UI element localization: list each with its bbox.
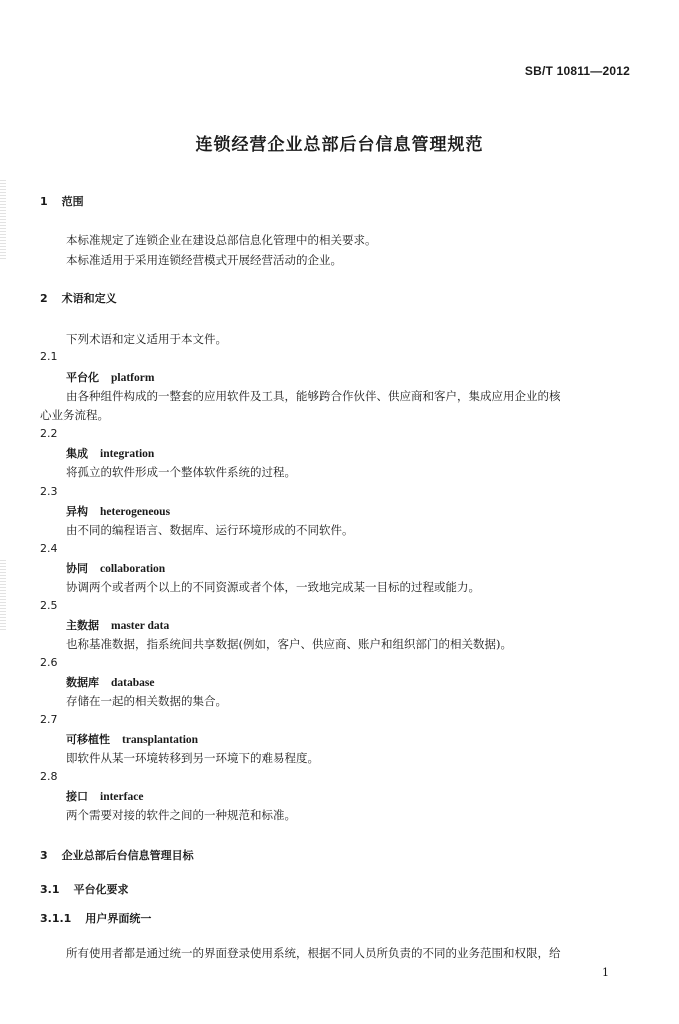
term-chinese: 数据库 — [66, 676, 99, 689]
scan-artifact-mid — [0, 560, 6, 630]
section-number: 3 — [40, 849, 48, 862]
term-number: 2.1 — [40, 350, 58, 363]
term-chinese: 主数据 — [66, 619, 99, 632]
term-number: 2.4 — [40, 542, 58, 555]
section-title: 范围 — [61, 195, 84, 208]
term-english: interface — [100, 791, 144, 803]
term-english: integration — [100, 448, 155, 460]
subsection-number: 3.1.1 — [40, 912, 72, 925]
term-heading — [66, 732, 198, 747]
term-english: transplantation — [122, 734, 199, 746]
term-heading — [66, 561, 165, 576]
section-2-intro: 下列术语和定义适用于本文件。 — [66, 332, 227, 346]
term-number: 2.6 — [40, 656, 58, 669]
page-number: 1 — [602, 966, 609, 979]
term-english: collaboration — [100, 563, 166, 575]
term-chinese: 可移植性 — [66, 733, 110, 746]
section-title: 术语和定义 — [61, 292, 117, 305]
term-english: database — [111, 677, 155, 689]
section-1-paragraph-1: 本标准规定了连锁企业在建设总部信息化管理中的相关要求。 — [66, 233, 377, 247]
term-heading — [66, 675, 154, 690]
term-chinese: 集成 — [66, 447, 88, 460]
subsection-3-1-1-heading — [40, 912, 151, 926]
subsection-3-1-1-paragraph: 所有使用者都是通过统一的界面登录使用系统，根据不同人员所负责的不同的业务范围和权限，给 — [66, 946, 561, 960]
term-english: master data — [111, 620, 170, 632]
section-number: 1 — [40, 195, 48, 208]
scan-artifact-top — [0, 180, 6, 260]
document-code: SB/T 10811—2012 — [524, 64, 630, 78]
term-definition: 由不同的编程语言、数据库、运行环境形成的不同软件。 — [66, 523, 354, 537]
section-number: 2 — [40, 292, 48, 305]
term-chinese: 异构 — [66, 505, 88, 518]
section-1-paragraph-2: 本标准适用于采用连锁经营模式开展经营活动的企业。 — [66, 253, 342, 267]
term-definition: 即软件从某一环境转移到另一环境下的难易程度。 — [66, 751, 319, 765]
term-definition: 协调两个或者两个以上的不同资源或者个体，一致地完成某一目标的过程或能力。 — [66, 580, 480, 594]
term-heading — [66, 446, 154, 461]
term-definition-cont: 心业务流程。 — [40, 408, 109, 422]
term-definition: 由各种组件构成的一整套的应用软件及工具，能够跨合作伙伴、供应商和客户，集成应用企业的核 — [66, 389, 561, 403]
term-number: 2.3 — [40, 485, 58, 498]
term-number: 2.8 — [40, 770, 58, 783]
term-definition: 两个需要对接的软件之间的一种规范和标准。 — [66, 808, 296, 822]
term-english: heterogeneous — [100, 506, 171, 518]
subsection-title: 平台化要求 — [73, 883, 129, 896]
term-chinese: 平台化 — [66, 371, 99, 384]
term-definition: 将孤立的软件形成一个整体软件系统的过程。 — [66, 465, 296, 479]
subsection-title: 用户界面统一 — [85, 912, 152, 925]
term-heading — [66, 370, 154, 385]
term-number: 2.5 — [40, 599, 58, 612]
section-1-heading — [40, 195, 84, 209]
section-3-heading — [40, 849, 194, 863]
section-2-heading — [40, 292, 117, 306]
term-definition: 也称基准数据，指系统间共享数据(例如，客户、供应商、账户和组织部门的相关数据)。 — [66, 637, 512, 651]
term-heading — [66, 789, 143, 804]
term-heading — [66, 618, 169, 633]
document-title: 连锁经营企业总部后台信息管理规范 — [195, 135, 484, 155]
term-definition: 存储在一起的相关数据的集合。 — [66, 694, 227, 708]
term-chinese: 接口 — [66, 790, 88, 803]
term-heading — [66, 504, 170, 519]
term-number: 2.7 — [40, 713, 58, 726]
subsection-number: 3.1 — [40, 883, 60, 896]
term-number: 2.2 — [40, 427, 58, 440]
section-title: 企业总部后台信息管理目标 — [61, 849, 194, 862]
term-chinese: 协同 — [66, 562, 88, 575]
subsection-3-1-heading — [40, 883, 129, 897]
term-english: platform — [111, 372, 155, 384]
